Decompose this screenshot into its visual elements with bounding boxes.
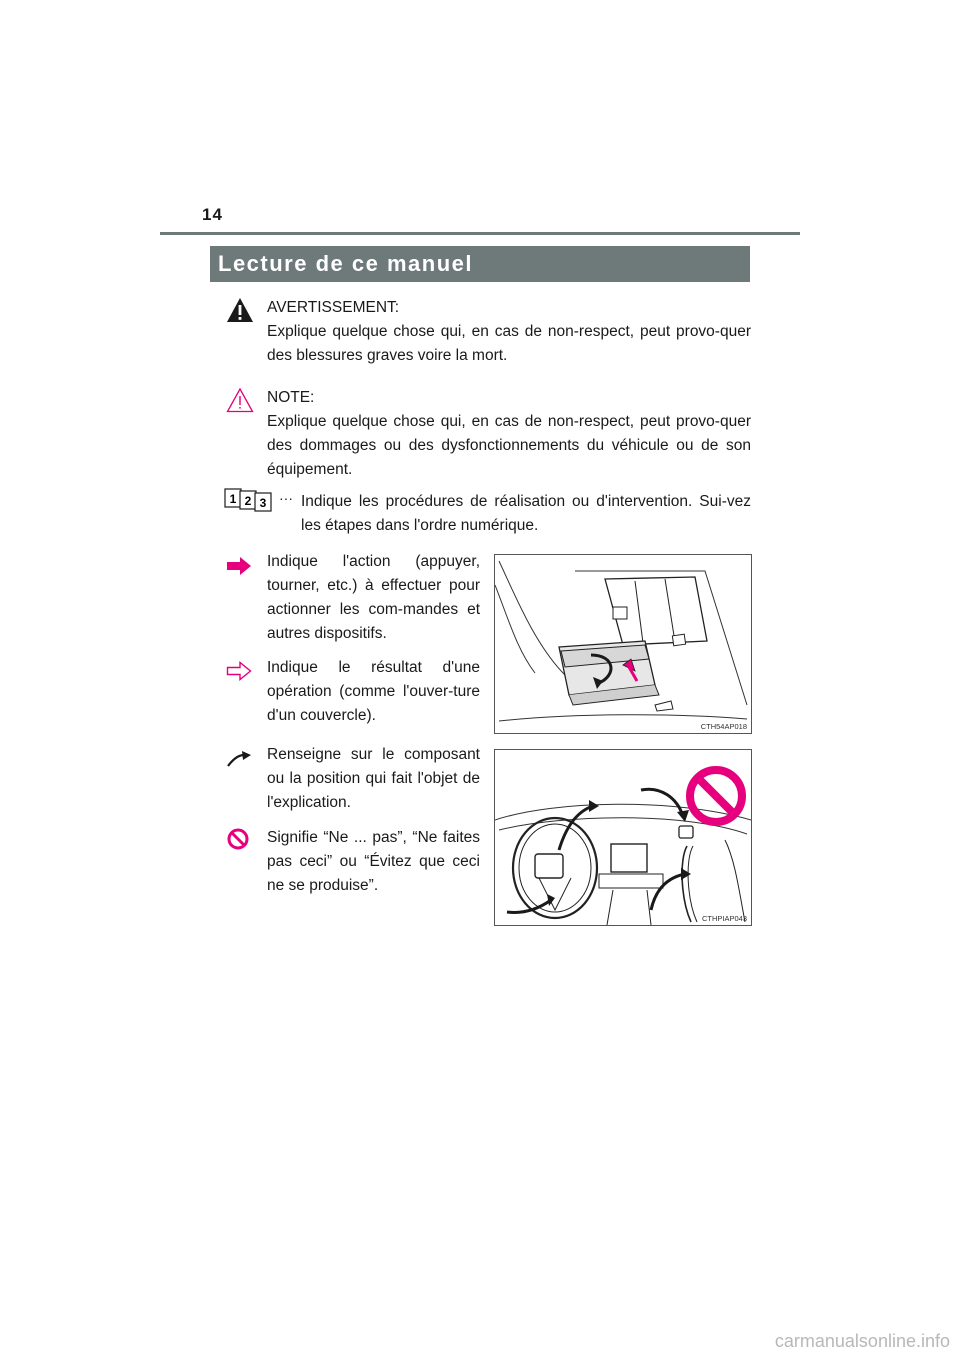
figure-code-2: CTHPIAP043 bbox=[701, 914, 747, 923]
note-text: Explique quelque chose qui, en cas de non-respect, peut provo-quer des dommages ou des dysfonctionnements du véhicule ou de son équipement. bbox=[267, 413, 751, 478]
prohibit-text: Signifie “Ne ... pas”, “Ne faites pas ceci” ou “Évitez que ceci ne se produise”. bbox=[267, 829, 480, 894]
steps-ellipsis: ··· bbox=[279, 490, 293, 506]
note-block bbox=[267, 386, 751, 482]
figure-dashboard bbox=[494, 749, 752, 926]
step-digit-1: 1 bbox=[229, 492, 237, 506]
note-label: NOTE: bbox=[267, 389, 315, 406]
steps-text: Indique les procédures de réalisation ou d'intervention. Sui-vez les étapes dans l'ordre numérique. bbox=[301, 493, 751, 534]
dashboard-illustration bbox=[495, 750, 751, 925]
watermark: carmanualsonline.info bbox=[774, 1331, 950, 1351]
filled-arrow-icon bbox=[226, 556, 252, 576]
top-rule bbox=[160, 232, 800, 235]
action-text: Indique l'action (appuyer, tourner, etc.) à effectuer pour actionner les com-mandes et autres dispositifs. bbox=[267, 553, 480, 642]
warning-text: Explique quelque chose qui, en cas de non-respect, peut provo-quer des blessures graves voire la mort. bbox=[267, 323, 751, 364]
prohibition-circle-icon bbox=[227, 828, 249, 850]
warning-triangle-icon bbox=[226, 297, 254, 323]
outline-arrow-icon bbox=[226, 661, 252, 681]
overhead-console-illustration bbox=[495, 555, 751, 733]
figure-code-1: CTH54AP018 bbox=[700, 722, 747, 731]
curved-pointer-arrow-icon bbox=[226, 750, 252, 768]
warning-block bbox=[267, 296, 751, 368]
step-digit-3: 3 bbox=[259, 496, 267, 510]
figure-overhead-console bbox=[494, 554, 752, 734]
result-text: Indique le résultat d'une opération (comme l'ouver-ture d'un couvercle). bbox=[267, 659, 480, 724]
page-number: 14 bbox=[202, 205, 223, 224]
warning-label: AVERTISSEMENT: bbox=[267, 299, 400, 316]
section-title: Lecture de ce manuel bbox=[210, 246, 750, 282]
caution-triangle-outline-icon bbox=[226, 387, 254, 413]
component-text: Renseigne sur le composant ou la position qui fait l'objet de l'explication. bbox=[267, 746, 480, 811]
step-digit-2: 2 bbox=[244, 494, 252, 508]
step-numbers-icon bbox=[224, 488, 280, 512]
